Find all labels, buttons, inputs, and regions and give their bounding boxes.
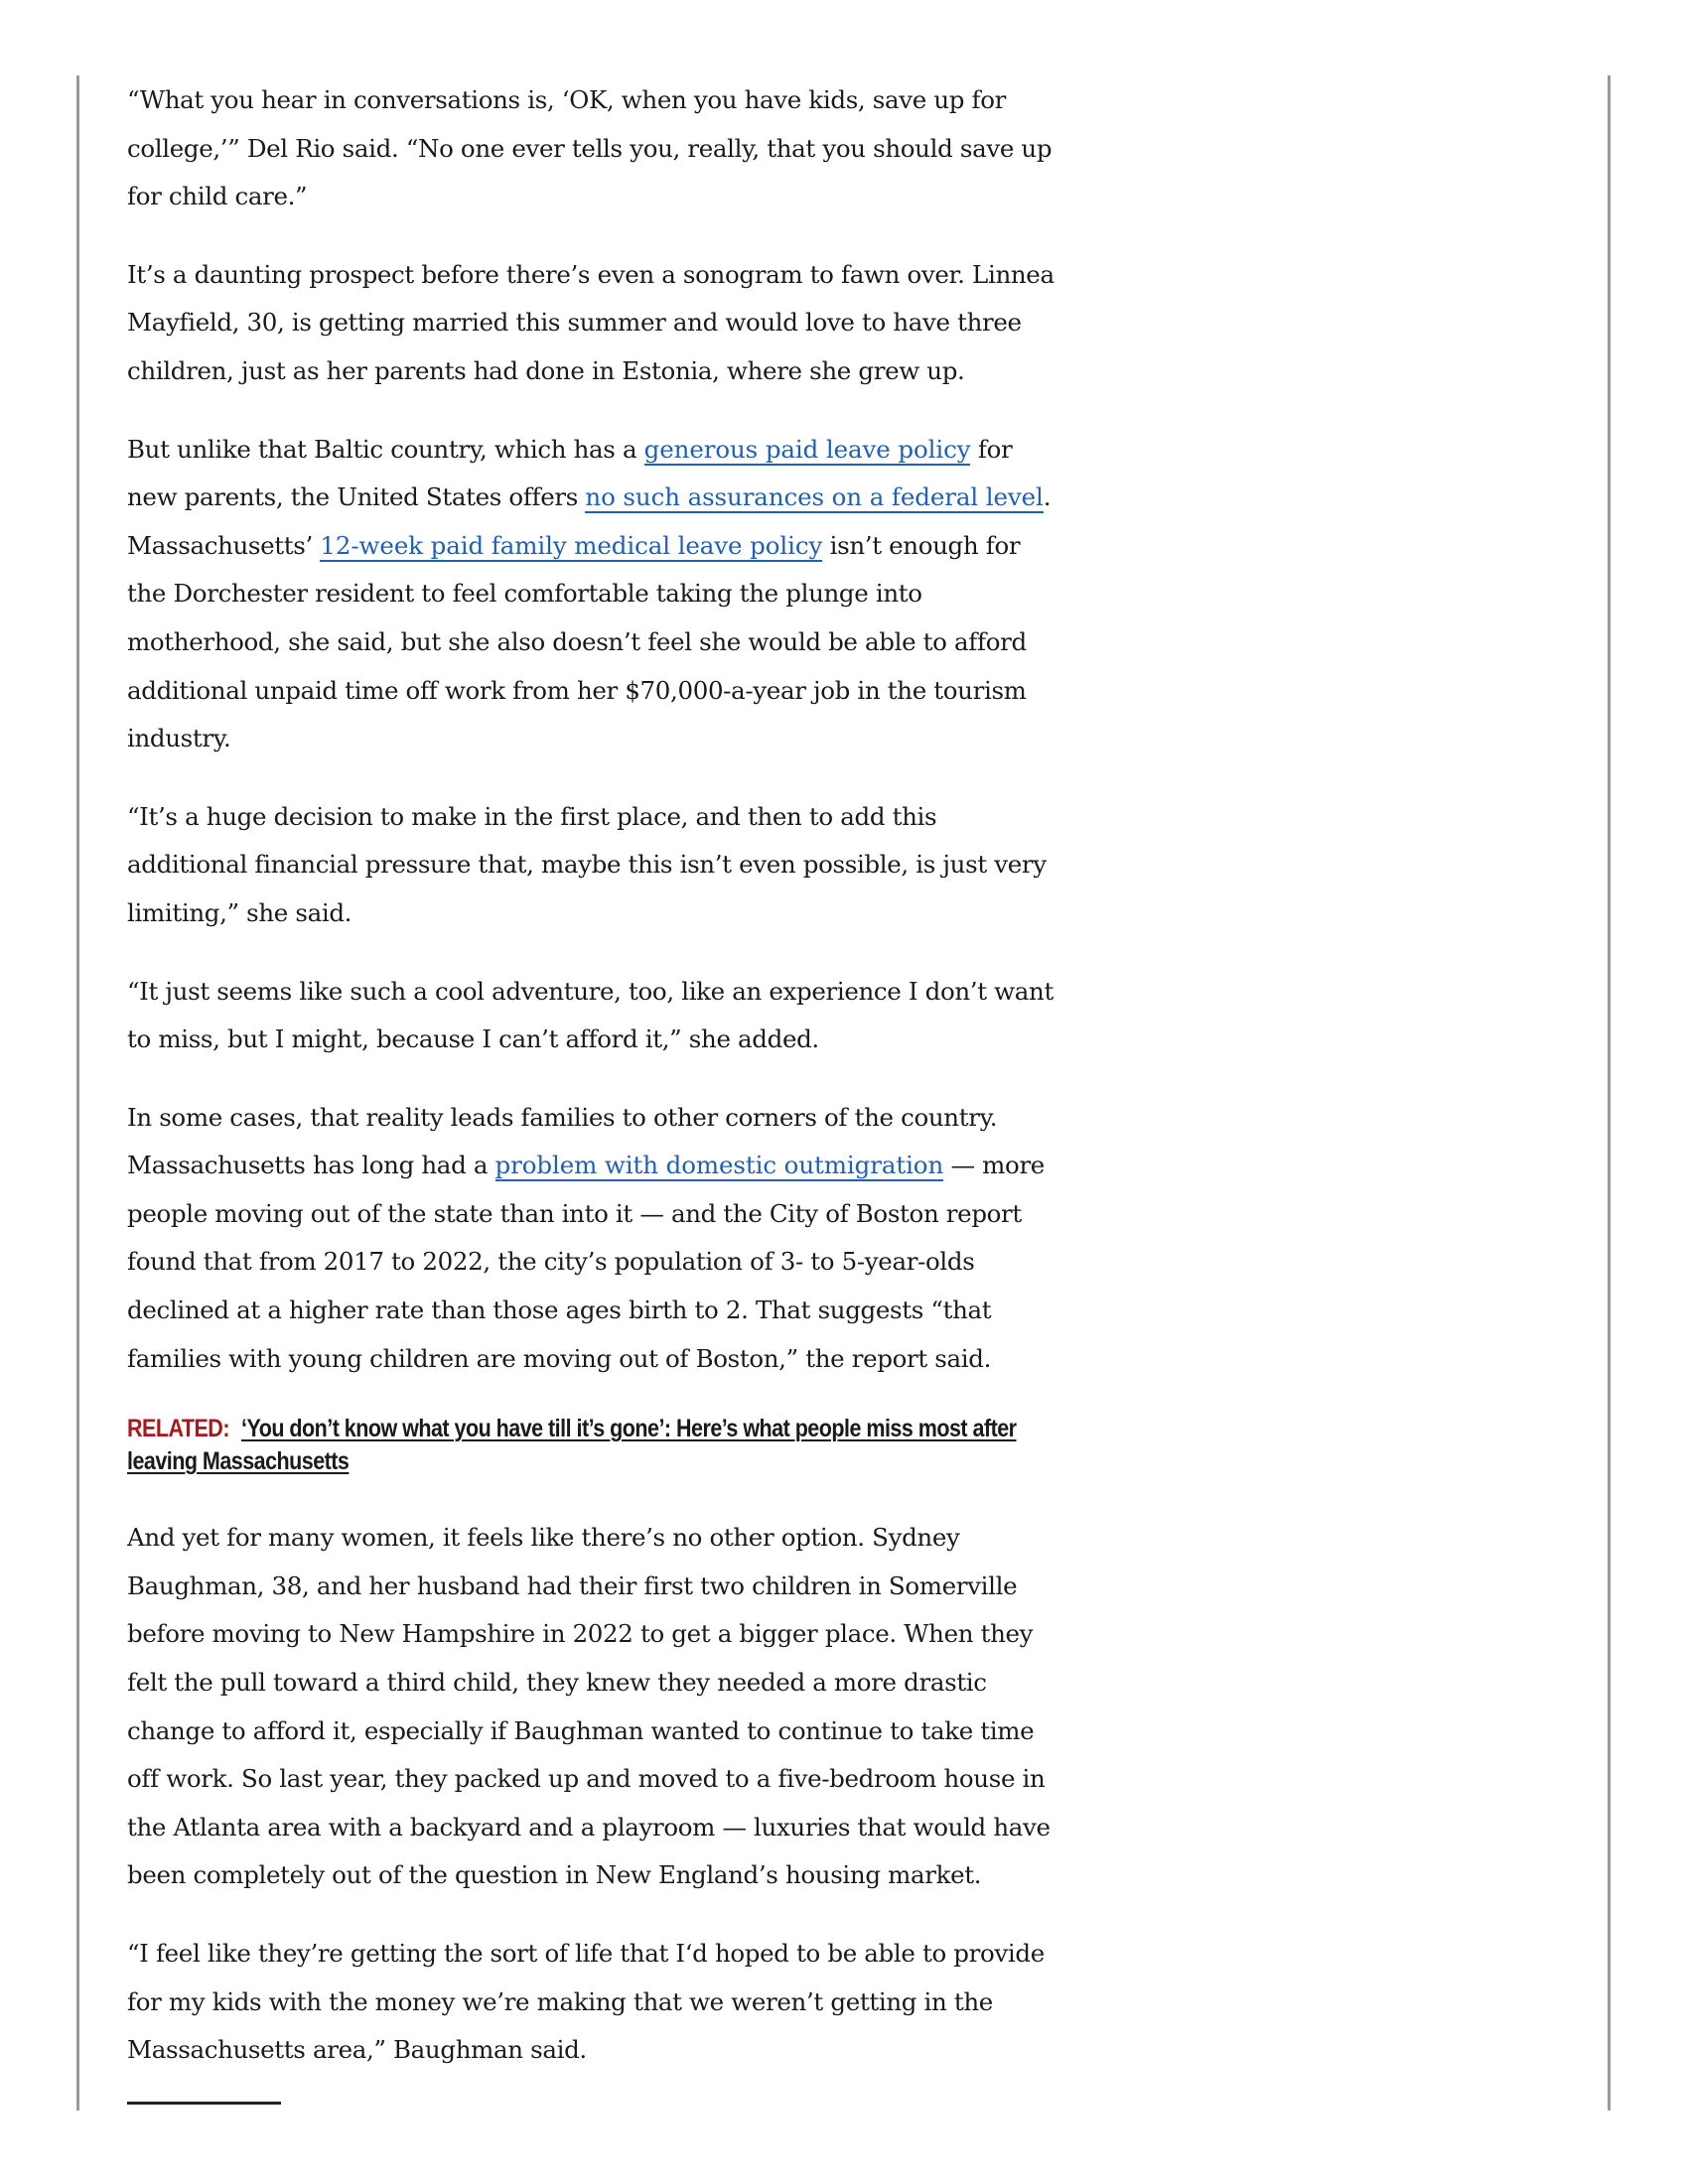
paragraph-huge-decision-quote: “It’s a huge decision to make in the first place, and then to add this additional financial pressure that, maybe this isn’t even possible, is just very limiting,” she said. <box>127 801 1047 927</box>
link-domestic-outmigration[interactable]: problem with domestic outmigration <box>494 1151 944 1180</box>
paragraph-paid-leave <box>127 426 1057 763</box>
paragraph-text: But unlike that Baltic country, which has a <box>127 434 644 464</box>
right-margin-rule <box>1608 75 1611 2111</box>
link-generous-paid-leave-policy[interactable]: generous paid leave policy <box>643 434 971 464</box>
article-body <box>127 76 1057 2105</box>
paragraph-baughman-quote: “I feel like they’re getting the sort of life that I‘d hoped to be able to provide for my kids with the money we’re making that we weren’t getting in the Massachusetts area,” Baughman said. <box>127 1939 1045 2065</box>
paragraph-text: for new parents, the United States offers <box>127 434 1013 512</box>
paragraph-outmigration <box>127 1094 1057 1384</box>
section-divider <box>127 2102 281 2105</box>
paragraph-cool-adventure-quote: “It just seems like such a cool adventure, too, like an experience I don’t want to miss, but I might, because I can’t afford it,” she added. <box>127 976 1054 1054</box>
paragraph-del-rio-quote: “What you hear in conversations is, ‘OK, when you have kids, save up for college,’” Del Rio said. “No one ever tells you, really, that you should save up for child care.” <box>127 85 1053 211</box>
paragraph-baughman-move: And yet for many women, it feels like there’s no other option. Sydney Baughman, 38, and her husband had their first two children in Somerville before moving to New Hampshire in 2022 to get a bigger place. When they felt the pull toward a third child, they knew they needed a more drastic change to afford it, especially if Baughman wanted to continue to take time off work. So last year, they packed up and moved to a five-bedroom house in the Atlanta area with a backyard and a playroom — luxuries that would have been completely out of the question in New England’s housing market. <box>127 1523 1051 1890</box>
link-12-week-leave-policy[interactable]: 12-week paid family medical leave policy <box>320 530 823 560</box>
related-article <box>127 1413 1054 1478</box>
link-federal-level[interactable]: no such assurances on a federal level <box>585 482 1044 512</box>
paragraph-text: — more people moving out of the state than into it — and the City of Boston report found that from 2017 to 2022, the city’s population of 3- to 5-year-olds declined at a higher rate than those ages birth to 2. That suggests “that families with young children are moving out of Boston,” the report said. <box>127 1151 1045 1373</box>
paragraph-text: isn’t enough for the Dorchester resident to feel comfortable taking the plunge into motherhood, she said, but she also doesn’t feel she would be able to afford additional unpaid time off work from her $70,000-a-year job in the tourism industry. <box>127 530 1027 753</box>
paragraph-mayfield-intro: It’s a daunting prospect before there’s even a sonogram to fawn over. Linnea Mayfield, 30, is getting married this summer and would love to have three children, just as her parents had done in Estonia, where she grew up. <box>127 259 1055 385</box>
left-margin-rule <box>76 75 79 2111</box>
paragraph-text: . Massachusetts’ <box>127 482 1052 560</box>
related-article-link[interactable]: ‘You don’t know what you have till it’s gone’: Here’s what people miss most after leaving Massachusetts <box>127 1415 1017 1476</box>
related-label: RELATED: <box>127 1415 229 1443</box>
paragraph-text: In some cases, that reality leads families to other corners of the country. Massachusetts has long had a <box>127 1102 998 1180</box>
